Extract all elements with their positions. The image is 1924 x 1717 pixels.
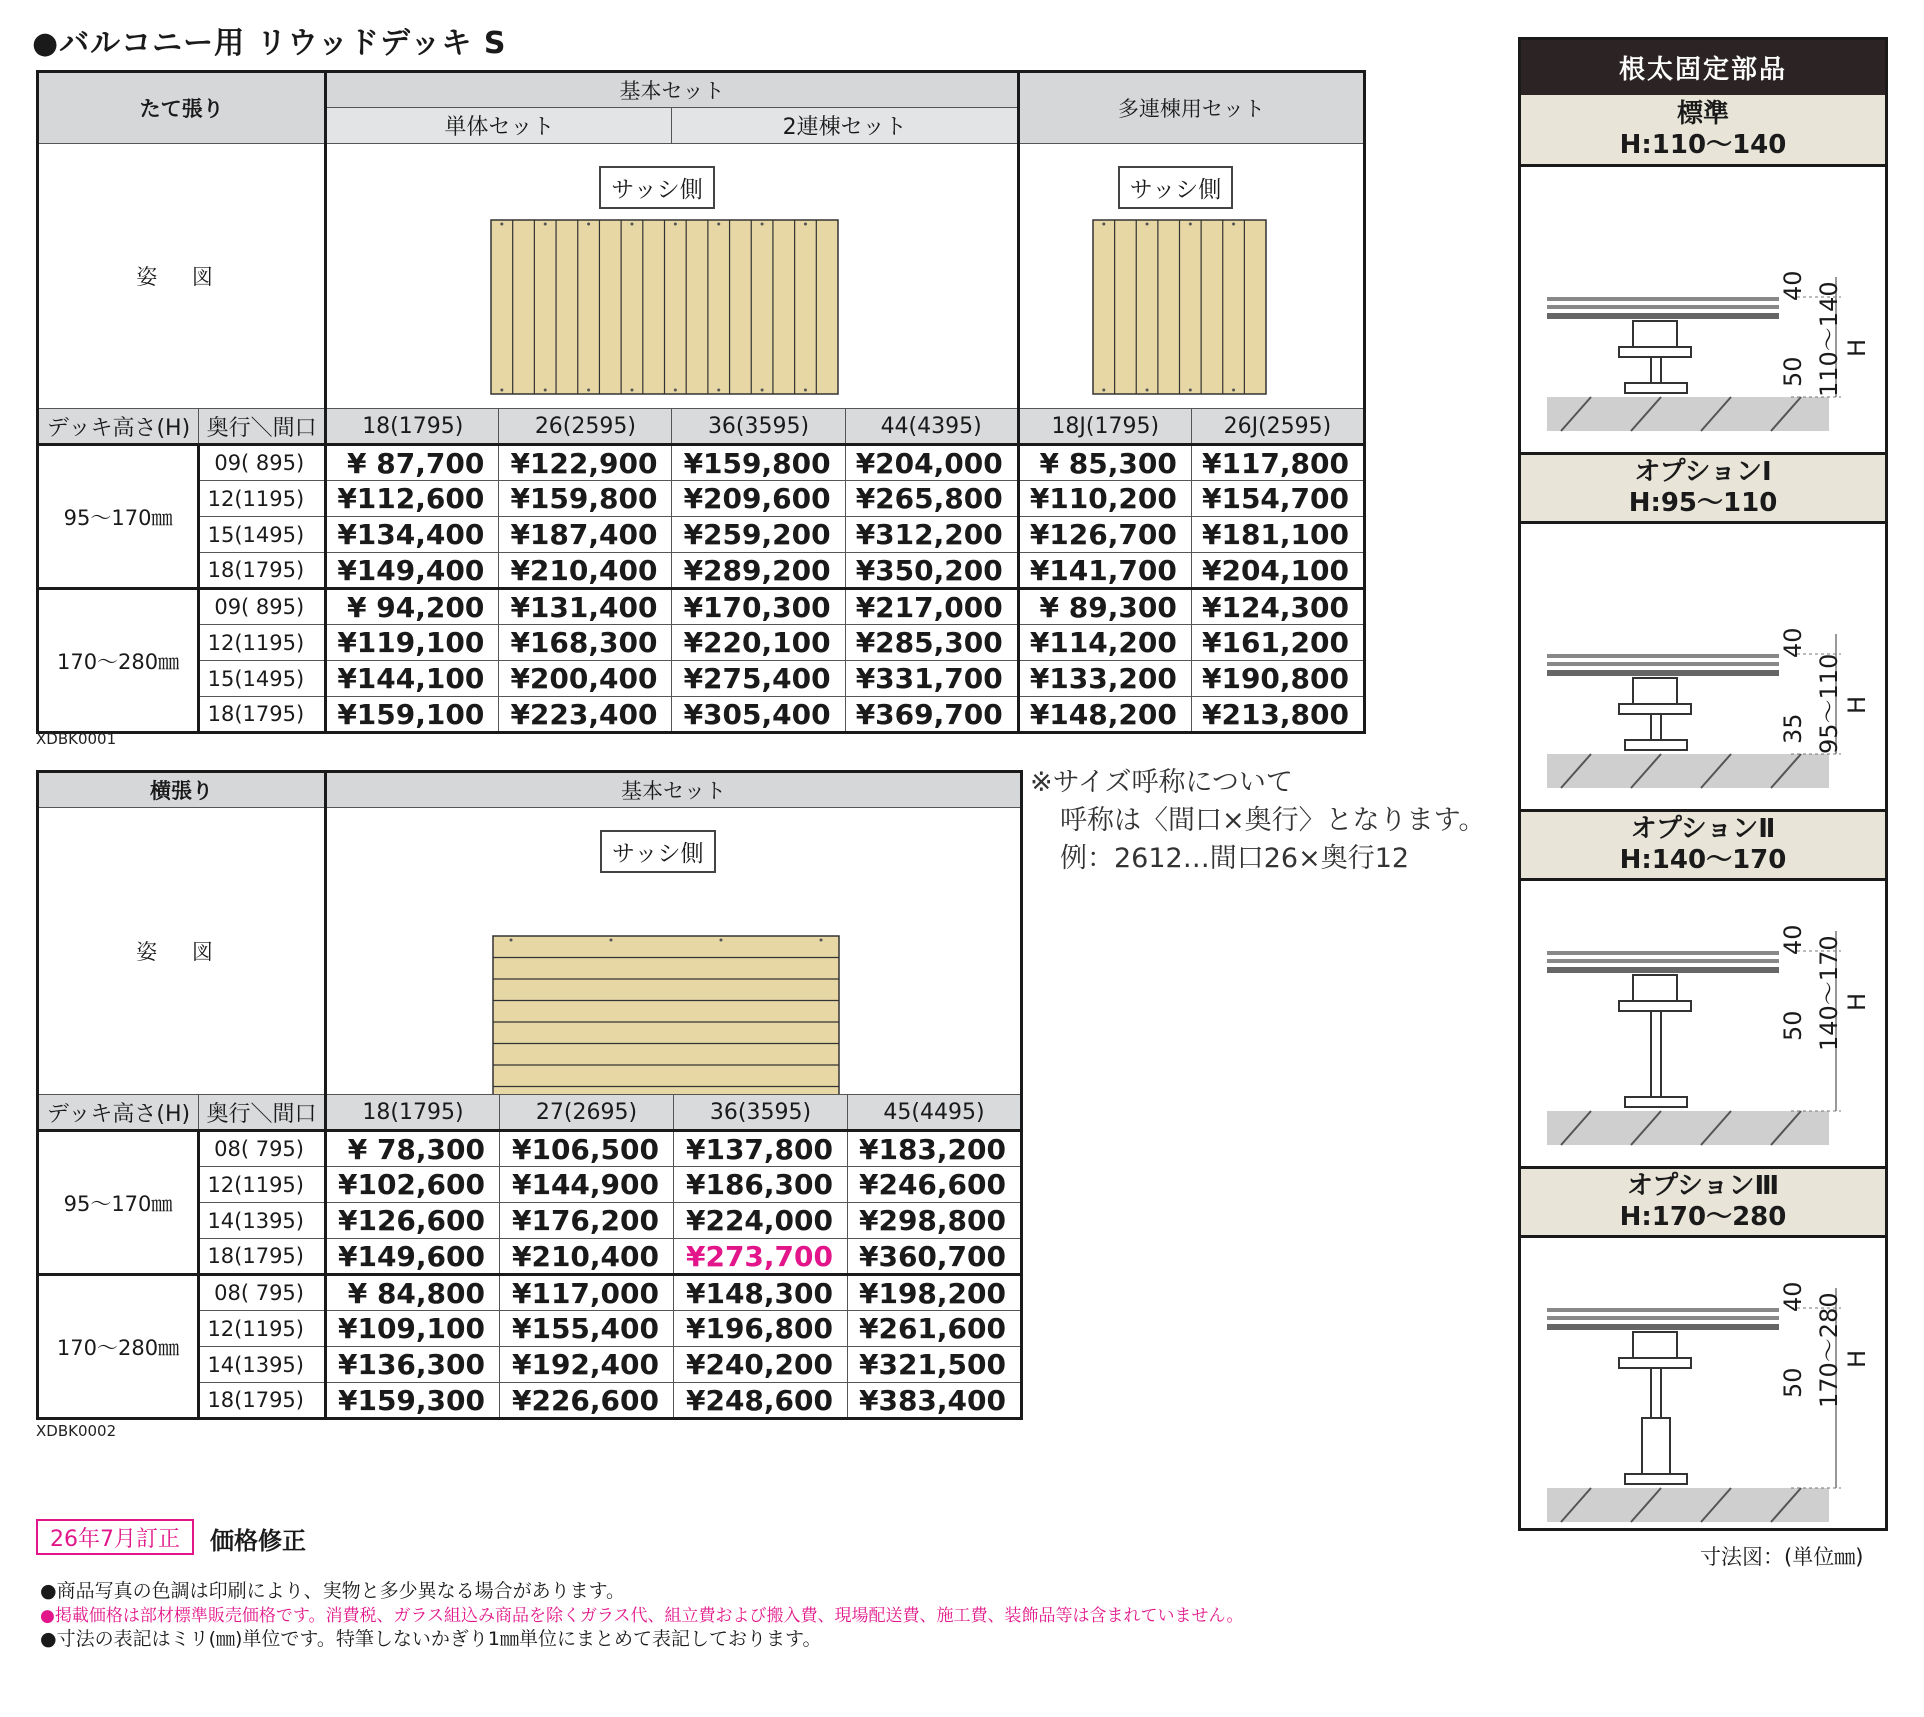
joist-fixing-parts-panel	[1518, 37, 1888, 1531]
price-cell: ¥114,200	[1018, 625, 1191, 661]
price-cell: ¥186,300	[674, 1167, 848, 1203]
dimension-total: 95～110	[1815, 653, 1843, 754]
product-code: XDBK0002	[36, 1422, 117, 1440]
depth-cell: 12(1195)	[199, 1167, 326, 1203]
price-cell: ¥159,300	[326, 1383, 500, 1419]
deck-height-header: デッキ高さ(H)	[38, 409, 199, 445]
base-plate	[1625, 1474, 1687, 1484]
depth-cell: 14(1395)	[199, 1203, 326, 1239]
price-cell: ¥119,100	[326, 625, 499, 661]
width-header: 18(1795)	[326, 1095, 500, 1131]
price-cell: ¥112,600	[326, 481, 499, 517]
depth-cell: 15(1495)	[199, 661, 326, 697]
option-height-range: H:140～170	[1619, 845, 1787, 875]
price-cell: ¥248,600	[674, 1383, 848, 1419]
price-cell: ¥192,400	[500, 1347, 674, 1383]
figure-label: 姿 図	[38, 144, 326, 409]
horizontal-deck-drawing	[327, 808, 1021, 1094]
deck-screw	[631, 389, 634, 392]
support-sleeve	[1642, 1418, 1670, 1474]
deck-screw	[820, 939, 823, 942]
size-note-title: ※サイズ呼称について	[1030, 767, 1293, 798]
price-cell: ¥159,800	[672, 445, 845, 481]
price-cell: ¥204,000	[845, 445, 1018, 481]
width-header: 18J(1795)	[1018, 409, 1191, 445]
dimension-total: 170～280	[1815, 1292, 1843, 1408]
multi-deck-drawing	[1020, 144, 1365, 408]
multi-deck-figure	[1018, 144, 1364, 409]
price-cell: ¥131,400	[499, 589, 672, 625]
price-cell: ¥210,400	[500, 1239, 674, 1275]
option-header	[1521, 95, 1885, 167]
footnote: ●寸法の表記はミリ(㎜)単位です。特筆しないかぎり1㎜単位にまとめて表記しております。	[40, 1628, 822, 1650]
price-cell: ¥196,800	[674, 1311, 848, 1347]
support-post	[1651, 1011, 1661, 1097]
deck-screw	[761, 389, 764, 392]
option-dimension-diagram	[1521, 167, 1885, 452]
price-cell: ¥183,200	[848, 1131, 1022, 1167]
price-cell: ¥273,700	[674, 1239, 848, 1275]
deck-screw	[501, 223, 504, 226]
rail	[1547, 305, 1779, 309]
price-cell: ¥168,300	[499, 625, 672, 661]
option-name: オプションⅡ	[1630, 814, 1776, 844]
price-cell: ¥144,100	[326, 661, 499, 697]
panel-title: 根太固定部品	[1521, 40, 1885, 95]
height-range-cell: 170～280㎜	[38, 1275, 199, 1419]
price-cell: ¥110,200	[1018, 481, 1191, 517]
vertical-board-price-table	[36, 70, 1366, 734]
depth-cell: 12(1195)	[199, 481, 326, 517]
deck-screw	[631, 223, 634, 226]
price-cell: ¥ 84,800	[326, 1275, 500, 1311]
product-code: XDBK0001	[36, 730, 117, 748]
option-name: オプションⅠ	[1634, 457, 1772, 487]
rail	[1547, 1324, 1779, 1330]
price-cell: ¥148,300	[674, 1275, 848, 1311]
size-note	[1030, 764, 1485, 878]
deck-screw	[1232, 223, 1235, 226]
base-plate	[1625, 1097, 1687, 1107]
rail	[1547, 297, 1779, 301]
width-header: 27(2695)	[500, 1095, 674, 1131]
unit-note: 寸法図：(単位㎜)	[1700, 1545, 1864, 1569]
double-set-header: 2連棟セット	[672, 108, 1018, 144]
price-cell: ¥305,400	[672, 697, 845, 733]
horizontal-deck-figure	[326, 808, 1022, 1095]
size-note-example: 例：2612…間口26×奥行12	[1060, 843, 1410, 874]
basic-set-header: 基本セット	[326, 772, 1022, 808]
correction-badge: 26年7月訂正	[36, 1519, 194, 1555]
price-cell: ¥126,600	[326, 1203, 500, 1239]
dimension-h: H	[1843, 992, 1871, 1011]
bracket-base	[1619, 347, 1691, 357]
depth-width-header: 奥行＼間口	[199, 1095, 326, 1131]
deck-screw	[720, 939, 723, 942]
width-header: 36(3595)	[672, 409, 845, 445]
price-cell: ¥117,800	[1191, 445, 1364, 481]
option-height-range: H:95～110	[1628, 488, 1778, 518]
dimension-top: 40	[1779, 1281, 1807, 1312]
bracket	[1633, 975, 1677, 1001]
price-cell: ¥298,800	[848, 1203, 1022, 1239]
deck-screw	[717, 223, 720, 226]
deck-screw	[1145, 389, 1148, 392]
vertical-deck-figure	[326, 144, 1019, 409]
price-cell: ¥126,700	[1018, 517, 1191, 553]
rail	[1547, 654, 1779, 658]
depth-cell: 12(1195)	[199, 1311, 326, 1347]
depth-width-header: 奥行＼間口	[199, 409, 326, 445]
width-header: 26J(2595)	[1191, 409, 1364, 445]
price-cell: ¥217,000	[845, 589, 1018, 625]
bracket	[1633, 678, 1677, 704]
price-cell: ¥148,200	[1018, 697, 1191, 733]
price-cell: ¥133,200	[1018, 661, 1191, 697]
price-cell: ¥181,100	[1191, 517, 1364, 553]
price-cell: ¥204,100	[1191, 553, 1364, 589]
price-cell: ¥210,400	[499, 553, 672, 589]
price-cell: ¥224,000	[674, 1203, 848, 1239]
height-range-cell: 95～170㎜	[38, 445, 199, 589]
rail	[1547, 951, 1779, 955]
rail	[1547, 967, 1779, 973]
dimension-top: 40	[1779, 924, 1807, 955]
sash-side-label: サッシ側	[600, 830, 716, 873]
width-header: 18(1795)	[326, 409, 499, 445]
deck-screw	[1189, 389, 1192, 392]
rail	[1547, 1308, 1779, 1312]
depth-cell: 08( 795)	[199, 1131, 326, 1167]
base-plate	[1625, 740, 1687, 750]
vertical-deck-drawing	[327, 144, 1018, 408]
price-cell: ¥321,500	[848, 1347, 1022, 1383]
price-cell: ¥ 94,200	[326, 589, 499, 625]
deck-screw	[587, 223, 590, 226]
deck-screw	[544, 223, 547, 226]
rail	[1547, 959, 1779, 963]
correction-text: 価格修正	[210, 1527, 306, 1555]
price-cell: ¥198,200	[848, 1275, 1022, 1311]
price-cell: ¥155,400	[500, 1311, 674, 1347]
support-post	[1651, 357, 1661, 383]
rail	[1547, 1316, 1779, 1320]
price-cell: ¥289,200	[672, 553, 845, 589]
single-set-header: 単体セット	[326, 108, 672, 144]
size-note-body: 呼称は〈間口×奥行〉となります。	[1060, 805, 1486, 836]
dimension-bottom: 50	[1779, 356, 1807, 387]
price-cell: ¥350,200	[845, 553, 1018, 589]
price-cell: ¥190,800	[1191, 661, 1364, 697]
deck-screw	[1232, 389, 1235, 392]
price-cell: ¥226,600	[500, 1383, 674, 1419]
dimension-h: H	[1843, 1349, 1871, 1368]
deck-screw	[1189, 223, 1192, 226]
deck-screw	[1145, 223, 1148, 226]
option-name: オプションⅢ	[1626, 1171, 1780, 1201]
bracket-base	[1619, 1001, 1691, 1011]
price-cell: ¥275,400	[672, 661, 845, 697]
price-cell: ¥ 87,700	[326, 445, 499, 481]
deck-screw	[804, 389, 807, 392]
bracket	[1633, 1332, 1677, 1358]
price-cell: ¥ 89,300	[1018, 589, 1191, 625]
multi-set-header: 多連棟用セット	[1018, 72, 1364, 144]
deck-screw	[610, 939, 613, 942]
price-cell: ¥246,600	[848, 1167, 1022, 1203]
deck-screw	[587, 389, 590, 392]
price-cell: ¥117,000	[500, 1275, 674, 1311]
dimension-bottom: 35	[1779, 713, 1807, 744]
corner-header: たて張り	[38, 72, 326, 144]
deck-height-header: デッキ高さ(H)	[38, 1095, 199, 1131]
price-cell: ¥200,400	[499, 661, 672, 697]
deck-screw	[1102, 389, 1105, 392]
price-cell: ¥170,300	[672, 589, 845, 625]
width-header: 26(2595)	[499, 409, 672, 445]
deck-screw	[1102, 223, 1105, 226]
price-cell: ¥ 85,300	[1018, 445, 1191, 481]
price-cell: ¥159,100	[326, 697, 499, 733]
depth-cell: 14(1395)	[199, 1347, 326, 1383]
price-cell: ¥312,200	[845, 517, 1018, 553]
option-dimension-diagram	[1521, 1238, 1885, 1523]
price-cell: ¥149,400	[326, 553, 499, 589]
price-cell: ¥124,300	[1191, 589, 1364, 625]
deck-screw	[717, 389, 720, 392]
price-cell: ¥223,400	[499, 697, 672, 733]
option-dimension-diagram	[1521, 524, 1885, 809]
option-name: 標準	[1676, 98, 1729, 129]
support-post	[1651, 714, 1661, 740]
price-cell: ¥149,600	[326, 1239, 500, 1275]
bracket-base	[1619, 1358, 1691, 1368]
dimension-bottom: 50	[1779, 1010, 1807, 1041]
depth-cell: 15(1495)	[199, 517, 326, 553]
option-height-range: H:110～140	[1619, 129, 1787, 160]
deck-screw	[804, 223, 807, 226]
price-cell: ¥265,800	[845, 481, 1018, 517]
deck-screw	[544, 389, 547, 392]
option-header	[1521, 452, 1885, 524]
dimension-top: 40	[1779, 627, 1807, 658]
option-header	[1521, 809, 1885, 881]
price-cell: ¥209,600	[672, 481, 845, 517]
price-cell: ¥213,800	[1191, 697, 1364, 733]
width-header: 45(4495)	[848, 1095, 1022, 1131]
price-cell: ¥141,700	[1018, 553, 1191, 589]
price-cell: ¥240,200	[674, 1347, 848, 1383]
dimension-total: 140～170	[1815, 935, 1843, 1051]
rail	[1547, 670, 1779, 676]
height-range-cell: 95～170㎜	[38, 1131, 199, 1275]
price-cell: ¥136,300	[326, 1347, 500, 1383]
sash-side-label: サッシ側	[599, 166, 715, 209]
price-cell: ¥134,400	[326, 517, 499, 553]
page-title: ●バルコニー用 リウッドデッキ S	[32, 26, 507, 61]
dimension-h: H	[1843, 695, 1871, 714]
price-cell: ¥137,800	[674, 1131, 848, 1167]
rail	[1547, 662, 1779, 666]
depth-cell: 18(1795)	[199, 1383, 326, 1419]
deck-screw	[501, 389, 504, 392]
height-range-cell: 170～280㎜	[38, 589, 199, 733]
price-cell: ¥261,600	[848, 1311, 1022, 1347]
deck-screw	[674, 223, 677, 226]
price-cell: ¥109,100	[326, 1311, 500, 1347]
depth-cell: 18(1795)	[199, 697, 326, 733]
price-cell: ¥220,100	[672, 625, 845, 661]
footnote-price-warning: ●掲載価格は部材標準販売価格です。消費税、ガラス組込み商品を除くガラス代、組立費および搬入費、現場配送費、施工費、装飾品等は含まれていません。	[40, 1606, 1244, 1626]
dimension-bottom: 50	[1779, 1367, 1807, 1398]
basic-set-header: 基本セット	[326, 72, 1019, 108]
footnote: ●商品写真の色調は印刷により、実物と多少異なる場合があります。	[40, 1580, 626, 1602]
price-cell: ¥187,400	[499, 517, 672, 553]
price-cell: ¥102,600	[326, 1167, 500, 1203]
bracket	[1633, 321, 1677, 347]
horizontal-board-price-table	[36, 770, 1023, 1420]
depth-cell: 18(1795)	[199, 553, 326, 589]
width-header: 36(3595)	[674, 1095, 848, 1131]
deck-screw	[761, 223, 764, 226]
dimension-top: 40	[1779, 270, 1807, 301]
depth-cell: 08( 795)	[199, 1275, 326, 1311]
bracket-base	[1619, 704, 1691, 714]
corner-header: 横張り	[38, 772, 326, 808]
width-header: 44(4395)	[845, 409, 1018, 445]
price-cell: ¥159,800	[499, 481, 672, 517]
price-cell: ¥106,500	[500, 1131, 674, 1167]
price-cell: ¥161,200	[1191, 625, 1364, 661]
depth-cell: 12(1195)	[199, 625, 326, 661]
price-cell: ¥369,700	[845, 697, 1018, 733]
base-plate	[1625, 383, 1687, 393]
price-cell: ¥360,700	[848, 1239, 1022, 1275]
price-cell: ¥ 78,300	[326, 1131, 500, 1167]
price-cell: ¥285,300	[845, 625, 1018, 661]
price-cell: ¥122,900	[499, 445, 672, 481]
dimension-h: H	[1843, 338, 1871, 357]
price-cell: ¥331,700	[845, 661, 1018, 697]
option-height-range: H:170～280	[1619, 1202, 1787, 1232]
depth-cell: 09( 895)	[199, 589, 326, 625]
price-cell: ¥154,700	[1191, 481, 1364, 517]
price-cell: ¥176,200	[500, 1203, 674, 1239]
sash-side-label-multi: サッシ側	[1118, 166, 1234, 209]
dimension-total: 110～140	[1815, 281, 1843, 397]
price-cell: ¥383,400	[848, 1383, 1022, 1419]
deck-screw	[510, 939, 513, 942]
depth-cell: 09( 895)	[199, 445, 326, 481]
price-cell: ¥144,900	[500, 1167, 674, 1203]
option-header	[1521, 1166, 1885, 1238]
rail	[1547, 313, 1779, 319]
figure-label: 姿 図	[38, 808, 326, 1095]
option-dimension-diagram	[1521, 881, 1885, 1166]
deck-screw	[674, 389, 677, 392]
price-cell: ¥259,200	[672, 517, 845, 553]
depth-cell: 18(1795)	[199, 1239, 326, 1275]
